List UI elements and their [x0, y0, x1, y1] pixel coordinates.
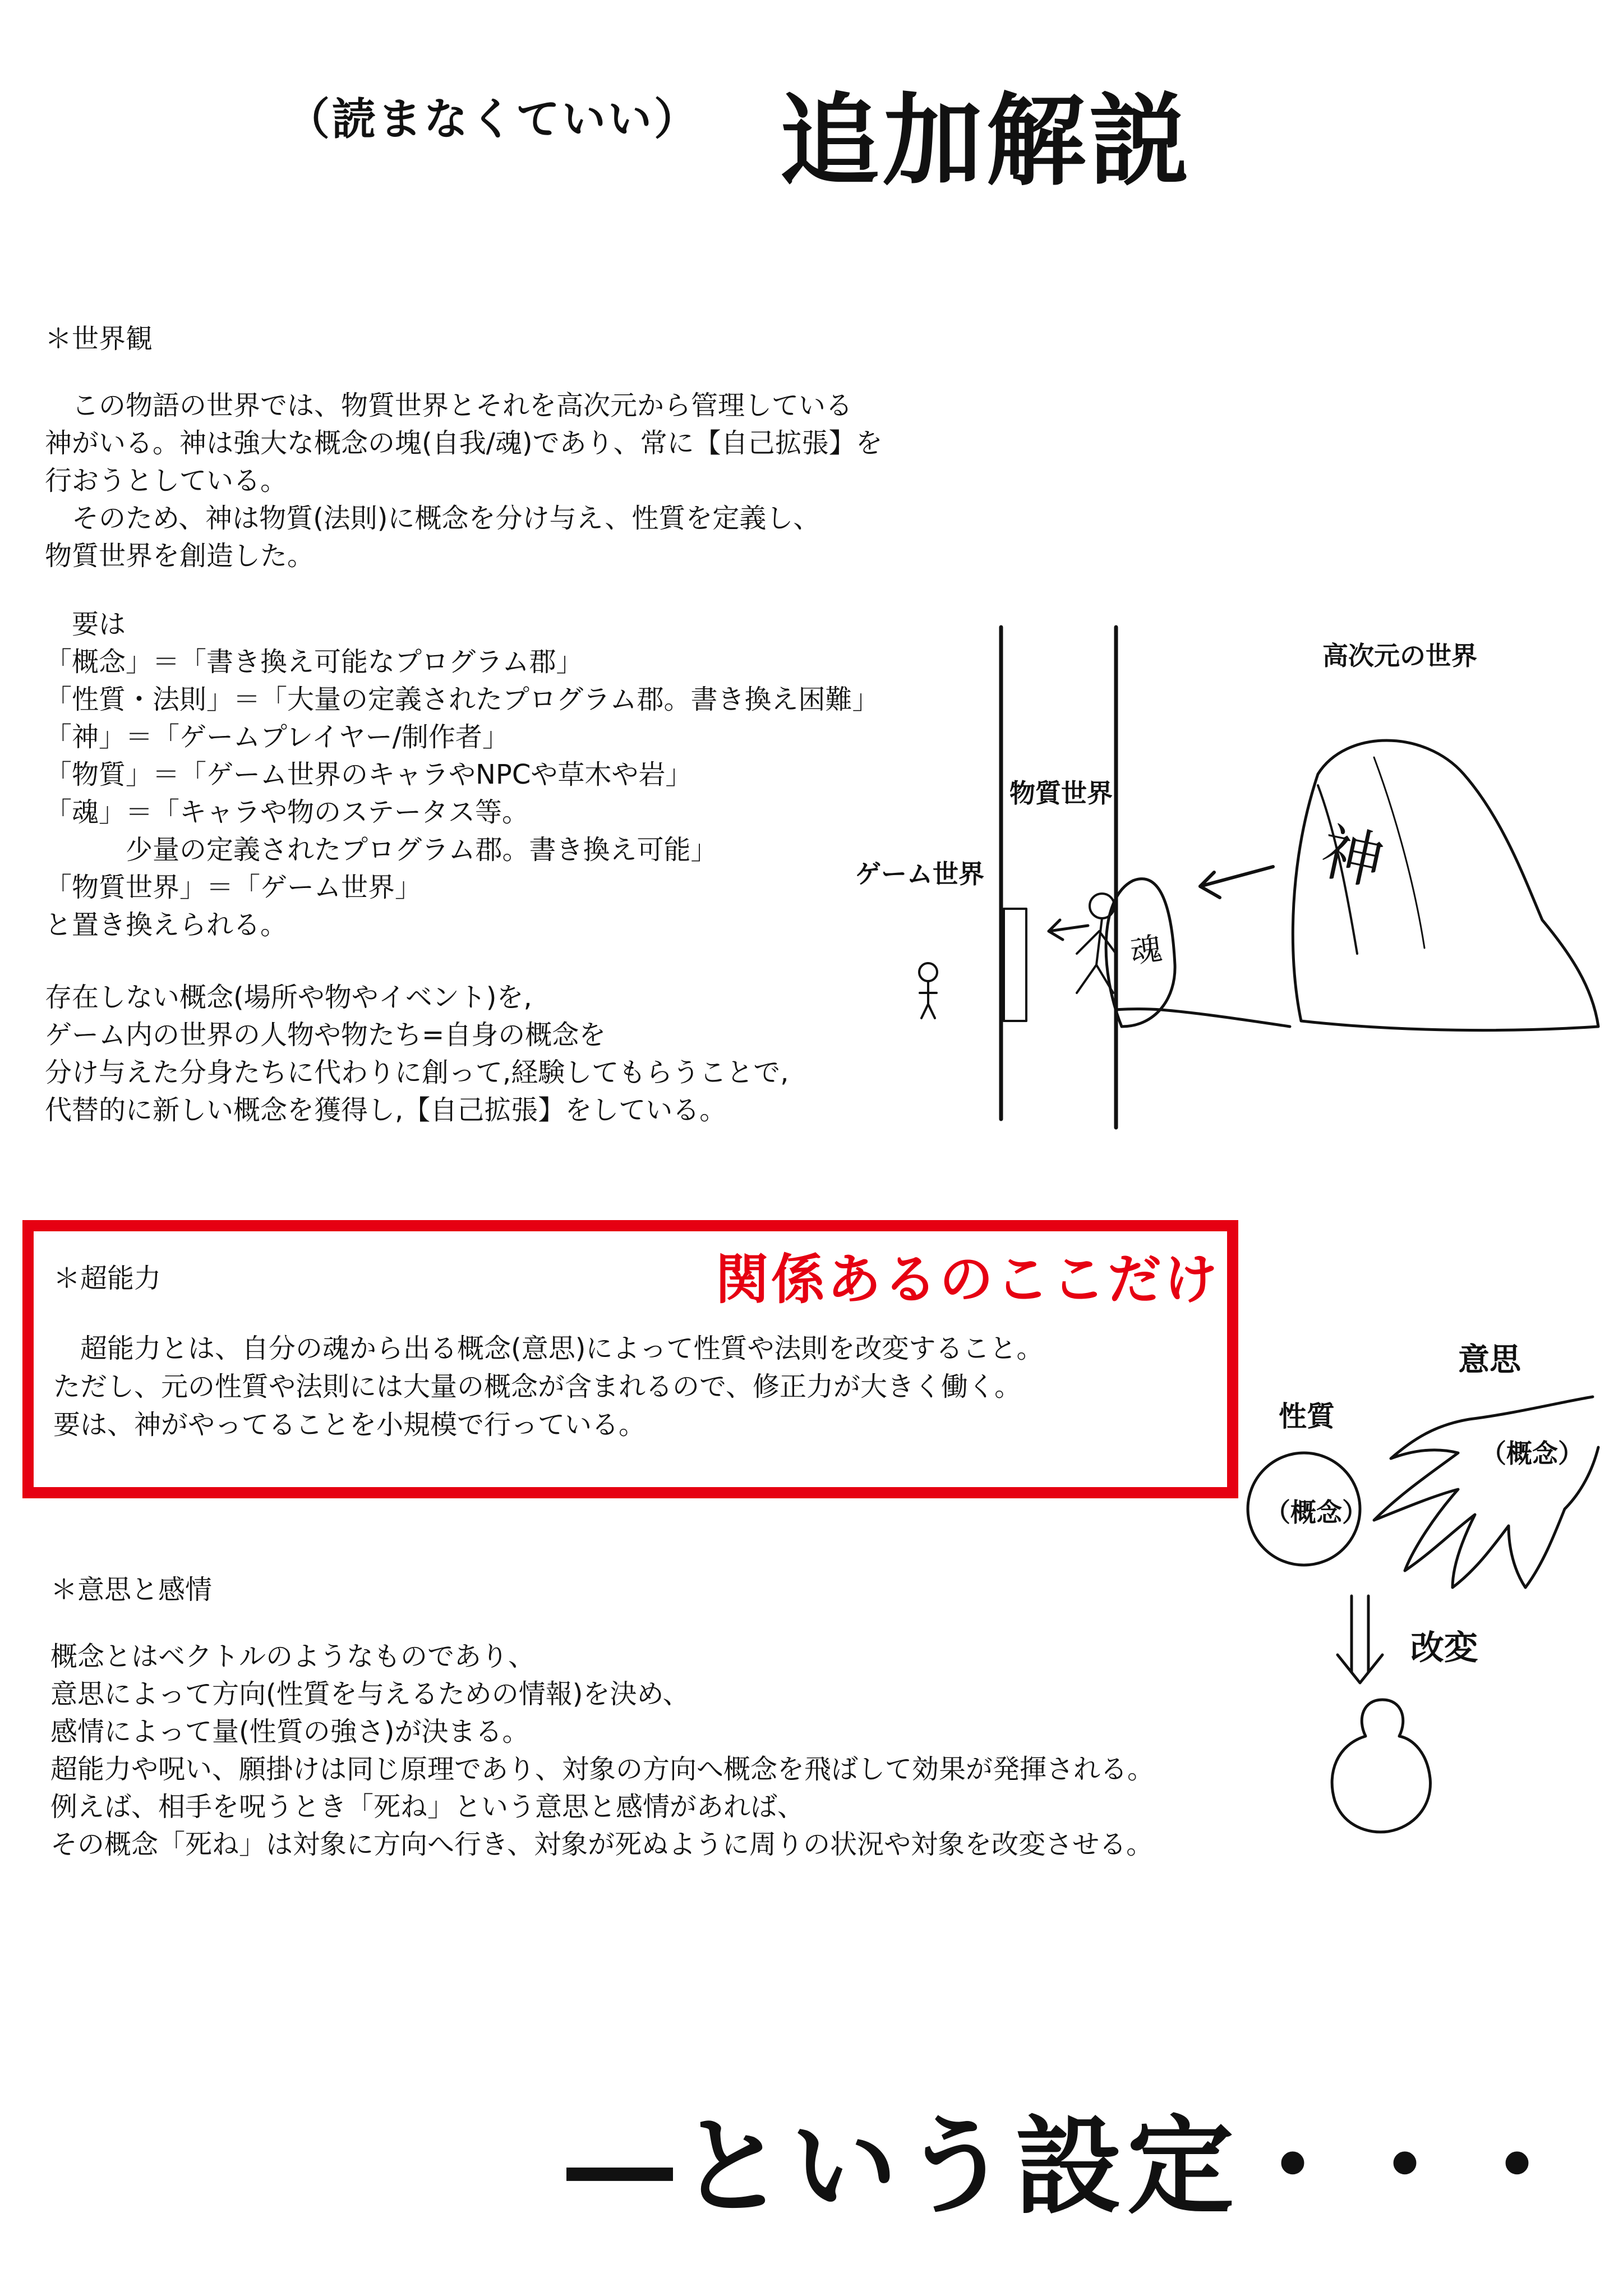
game-world-label: ゲーム世界 [855, 859, 984, 889]
page-subtitle: （読まなくていい） [286, 94, 700, 145]
property-circle [1248, 1453, 1360, 1565]
world-paragraph-3: 存在しない概念(場所や物やイベント)を, ゲーム内の世界の人物や物たち=自身の概念を 分け与えた分身たちに代わりに創って,経験してもらうことで, 代替的に新しい概念を獲得し,【自己拡張】をしている。 [45, 982, 789, 1126]
material-world-label: 物質世界 [1009, 778, 1113, 808]
page-title: 追加解説 [780, 83, 1192, 199]
powers-heading: ＊超能力 [53, 1263, 162, 1294]
world-paragraph-2: 要は 「概念」＝「書き換え可能なプログラム郡」 「性質・法則」＝「大量の定義されたプログラム郡。書き換え困難」 「神」＝「ゲームプレイヤー/制作者」 「物質」＝「ゲーム世界のキャラやNPCや草木や岩」 「魂」＝「キャラや物のステータス等。 少量の定義されたプログラム郡。書き換え可能」 「物質世界」＝「ゲーム世界」 と置き換えられる。 [45, 609, 879, 941]
will-body: 概念とはベクトルのようなものであり、 意思によって方向(性質を与えるための情報)を決め、 感情によって量(性質の強さ)が決まる。 超能力や呪い、願掛けは同じ原理であり、対象の方向へ概念を飛ばして効果が発揮される。 例えば、相手を呪うとき「死ね」という意思と感情があれば、 その概念「死ね」は対象に方向へ行き、対象が死ぬように周りの状況や対象を改変させる。 [50, 1641, 1155, 1860]
modify-arrow [1352, 1596, 1368, 1672]
modified-shape [1332, 1700, 1430, 1832]
modify-label: 改変 [1410, 1628, 1478, 1668]
powers-body: 超能力とは、自分の魂から出る概念(意思)によって性質や法則を改変すること。 ただし、元の性質や法則には大量の概念が含まれるので、修正力が大きく働く。 要は、神がやってることを小規模で行っている。 [53, 1333, 1044, 1441]
higher-world-label: 高次元の世界 [1322, 641, 1477, 671]
god-glyph: 神 [1315, 815, 1390, 899]
relevant-note: 関係あるのここだけ [715, 1248, 1220, 1311]
closing-line: ―という設定・・・ [566, 2105, 1576, 2229]
world-paragraph-1: この物語の世界では、物質世界とそれを高次元から管理している 神がいる。神は強大な概念の塊(自我/魂)であり、常に【自己拡張】を 行おうとしている。 そのため、神は物質(法則)に概念を分け与え、性質を定義し、 物質世界を創造した。 [45, 390, 883, 572]
concept-label-circle: （概念） [1265, 1497, 1368, 1527]
soul-glyph: 魂 [1128, 930, 1164, 971]
will-heading: ＊意思と感情 [50, 1574, 213, 1605]
will-label: 意思 [1458, 1342, 1521, 1378]
world-heading: ＊世界観 [45, 323, 153, 355]
concept-label-hand: （概念） [1481, 1438, 1584, 1469]
property-label: 性質 [1279, 1400, 1335, 1433]
hand-sketch [1374, 1397, 1598, 1588]
